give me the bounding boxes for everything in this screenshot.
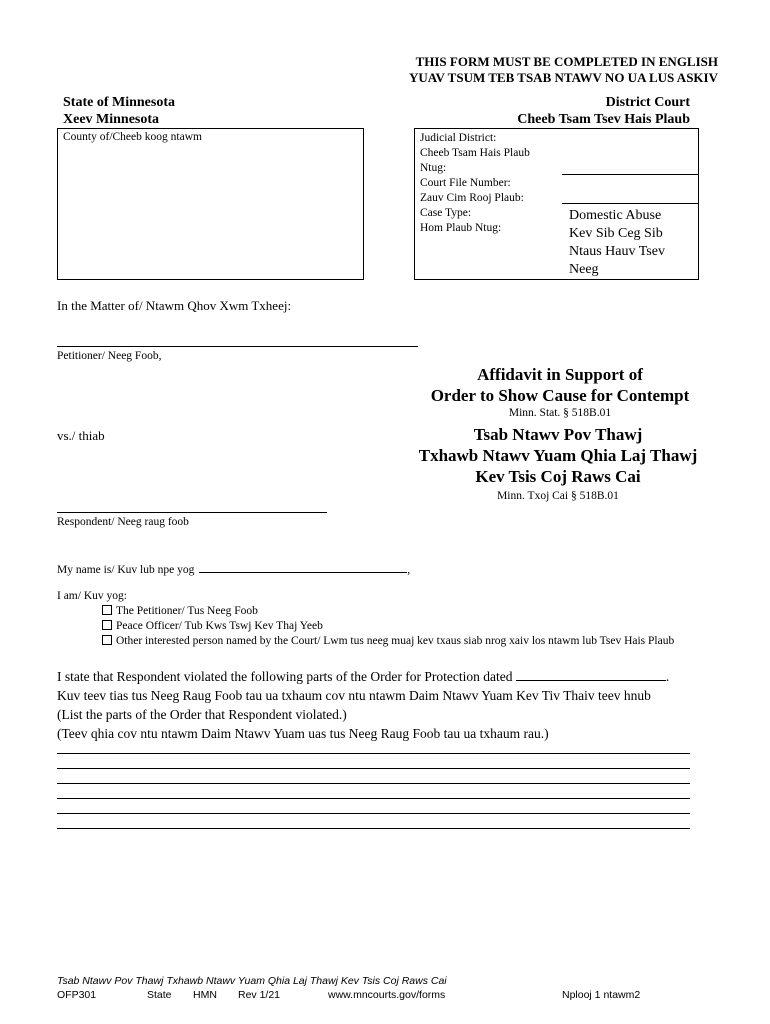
case-type-label: Case Type: — [420, 207, 472, 219]
title-block-hmn — [358, 424, 758, 503]
footer-form-id: OFP301 — [57, 989, 97, 1001]
footer-url: www.mncourts.gov/forms — [328, 989, 446, 1001]
court-title-hmn: Cheeb Tsam Tsev Hais Plaub — [517, 112, 690, 127]
document-title-hmn-2: Txhawb Ntawv Yuam Qhia Laj Thawj — [418, 446, 698, 465]
case-type-value-4: Neeg — [569, 262, 599, 277]
respondent-name-field[interactable] — [57, 512, 327, 513]
footer-title: Tsab Ntawv Pov Thawj Txhawb Ntawv Yuam Qhia Laj Thawj Kev Tsis Coj Raws Cai — [57, 975, 447, 987]
document-title-hmn-1: Tsab Ntawv Pov Thawj — [473, 425, 643, 444]
footer-page: Nplooj 1 ntawm2 — [562, 989, 641, 1001]
statement-line-3: (List the parts of the Order that Respondent violated.) — [57, 707, 347, 722]
case-type-value-3: Ntaus Hauv Tsev — [569, 244, 665, 259]
county-box[interactable] — [57, 128, 364, 280]
respondent-label: Respondent/ Neeg raug foob — [57, 516, 189, 528]
court-file-number-label-hmn: Zauv Cim Rooj Plaub: — [420, 192, 524, 204]
court-title: District Court — [605, 95, 690, 110]
option-other-person[interactable] — [102, 634, 674, 649]
vs-label: vs./ thiab — [57, 428, 105, 443]
state-label: State of Minnesota — [63, 95, 175, 110]
violation-line-1[interactable] — [57, 753, 690, 754]
statute-reference: Minn. Stat. § 518B.01 — [508, 407, 612, 419]
violation-line-6[interactable] — [57, 828, 690, 829]
case-info-labels — [420, 131, 530, 236]
option-petitioner[interactable] — [102, 604, 674, 619]
name-field[interactable] — [199, 561, 407, 573]
document-title-2: Order to Show Cause for Contempt — [430, 386, 690, 405]
court-file-number-label: Court File Number: — [420, 177, 511, 189]
state-label-hmn: Xeev Minnesota — [63, 112, 160, 127]
option-peace-officer[interactable] — [102, 619, 674, 634]
english-required-notice: THIS FORM MUST BE COMPLETED IN ENGLISH — [415, 54, 718, 69]
document-title-hmn-3: Kev Tsis Coj Raws Cai — [475, 467, 641, 486]
matter-label: In the Matter of/ Ntawm Qhov Xwm Txheej: — [57, 298, 292, 313]
violation-line-2[interactable] — [57, 768, 690, 769]
title-block — [360, 364, 760, 420]
footer-rev: Rev 1/21 — [238, 989, 281, 1001]
case-info-box — [414, 128, 699, 280]
case-type-value-1: Domestic Abuse — [569, 208, 662, 223]
judicial-district-label: Judicial District: — [420, 132, 497, 144]
statute-reference-hmn: Minn. Txoj Cai § 518B.01 — [497, 490, 619, 502]
statement-block — [57, 667, 669, 743]
county-label: County of/Cheeb koog ntawm — [63, 131, 202, 143]
judicial-district-label-hmn-2: Ntug: — [420, 162, 447, 174]
petitioner-label: Petitioner/ Neeg Foob, — [57, 350, 162, 362]
name-row — [57, 561, 410, 576]
name-trail: , — [407, 564, 411, 576]
footer-state: State — [147, 989, 172, 1001]
peace-officer-checkbox[interactable] — [102, 620, 112, 630]
petitioner-name-field[interactable] — [57, 346, 418, 347]
statement-text-1: I state that Respondent violated the following parts of the Order for Protection dated — [57, 669, 513, 684]
judicial-district-label-hmn-1: Cheeb Tsam Hais Plaub — [420, 147, 530, 159]
court-file-number-field[interactable] — [562, 203, 698, 204]
option-other-person-label: Other interested person named by the Court/ Lwm tus neeg muaj kev txaus siab nrog xaiv los ntawm lub Tsev Hais Plaub — [116, 635, 675, 647]
case-type-value-2: Kev Sib Ceg Sib — [569, 226, 663, 241]
other-person-checkbox[interactable] — [102, 635, 112, 645]
footer-lang: HMN — [193, 989, 217, 1001]
statement-line-4: (Teev qhia cov ntu ntawm Daim Ntawv Yuam uas tus Neeg Raug Foob tau ua txhaum rau.) — [57, 726, 549, 741]
violation-line-4[interactable] — [57, 798, 690, 799]
case-type-value — [569, 207, 665, 279]
violation-line-5[interactable] — [57, 813, 690, 814]
option-peace-officer-label: Peace Officer/ Tub Kws Tswj Kev Thaj Yeeb — [116, 620, 323, 632]
judicial-district-field[interactable] — [562, 174, 698, 175]
name-label: My name is/ Kuv lub npe yog — [57, 564, 195, 576]
statement-period: . — [665, 669, 670, 684]
english-required-notice-hmn: YUAV TSUM TEB TSAB NTAWV NO UA LUS ASKIV — [409, 70, 718, 85]
iam-options — [102, 604, 674, 649]
iam-label: I am/ Kuv yog: — [57, 590, 127, 602]
order-date-field[interactable] — [516, 668, 666, 681]
document-title-1: Affidavit in Support of — [477, 365, 643, 384]
violation-line-3[interactable] — [57, 783, 690, 784]
petitioner-checkbox[interactable] — [102, 605, 112, 615]
option-petitioner-label: The Petitioner/ Tus Neeg Foob — [116, 605, 258, 617]
statement-line-1 — [57, 667, 669, 686]
statement-line-2: Kuv teev tias tus Neeg Raug Foob tau ua txhaum cov ntu ntawm Daim Ntawv Yuam Kev Tiv Thaiv teev hnub — [57, 688, 651, 703]
case-type-label-hmn: Hom Plaub Ntug: — [420, 222, 502, 234]
